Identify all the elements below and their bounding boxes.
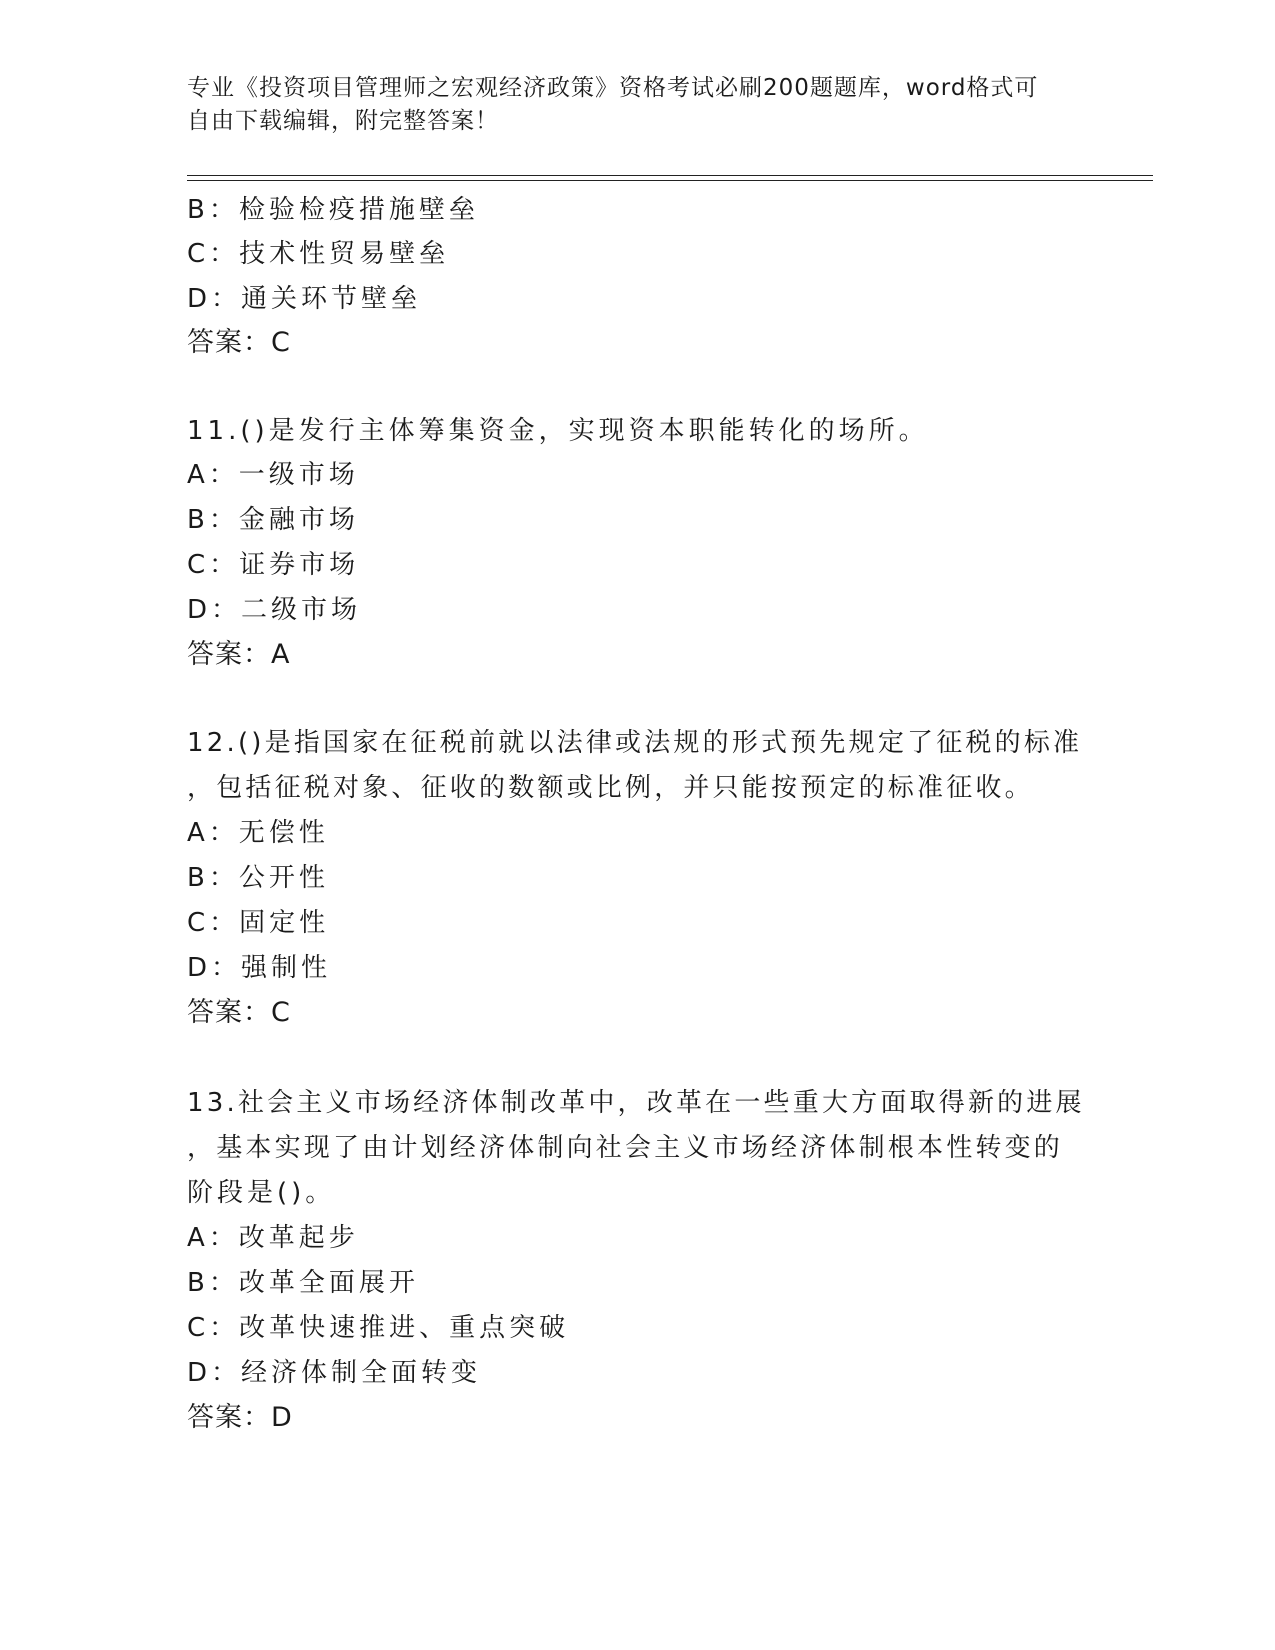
q13-option-d: D：经济体制全面转变 (187, 1358, 482, 1388)
q13-question-line-2: ，基本实现了由计划经济体制向社会主义市场经济体制根本性转变的 (187, 1133, 1064, 1163)
q11-option-c: C：证券市场 (187, 550, 360, 580)
header-line-1: 专业《投资项目管理师之宏观经济政策》资格考试必刷200题题库，word格式可 (187, 75, 1039, 101)
q12-option-a: A：无偿性 (187, 818, 329, 848)
q10-option-d: D：通关环节壁垒 (187, 284, 422, 314)
q13-option-c: C：改革快速推进、重点突破 (187, 1313, 570, 1343)
q12-question-line-1: 12.()是指国家在征税前就以法律或法规的形式预先规定了征税的标准 (187, 728, 1083, 758)
q13-answer: 答案：D (187, 1402, 293, 1433)
q13-option-b: B：改革全面展开 (187, 1268, 419, 1298)
q11-option-a: A：一级市场 (187, 460, 359, 490)
q11-answer: 答案：A (187, 639, 291, 670)
q12-answer: 答案：C (187, 997, 291, 1028)
q12-question-line-2: ，包括征税对象、征收的数额或比例，并只能按预定的标准征收。 (187, 773, 1034, 803)
q11-question: 11.()是发行主体筹集资金，实现资本职能转化的场所。 (187, 416, 929, 446)
q12-option-c: C：固定性 (187, 908, 330, 938)
q12-option-b: B：公开性 (187, 863, 329, 893)
header-line-2: 自由下载编辑，附完整答案！ (187, 108, 499, 134)
q11-option-d: D：二级市场 (187, 595, 362, 625)
q10-option-b: B：检验检疫措施壁垒 (187, 195, 479, 225)
q11-option-b: B：金融市场 (187, 505, 359, 535)
q10-answer: 答案：C (187, 327, 291, 358)
q13-option-a: A：改革起步 (187, 1223, 359, 1253)
q10-option-c: C：技术性贸易壁垒 (187, 239, 450, 269)
q12-option-d: D：强制性 (187, 953, 332, 983)
header-divider-top (187, 175, 1153, 176)
q13-question-line-1: 13.社会主义市场经济体制改革中，改革在一些重大方面取得新的进展 (187, 1088, 1085, 1118)
document-header (187, 72, 1087, 138)
header-divider-bottom (187, 180, 1153, 181)
q13-question-line-3: 阶段是()。 (187, 1178, 336, 1208)
